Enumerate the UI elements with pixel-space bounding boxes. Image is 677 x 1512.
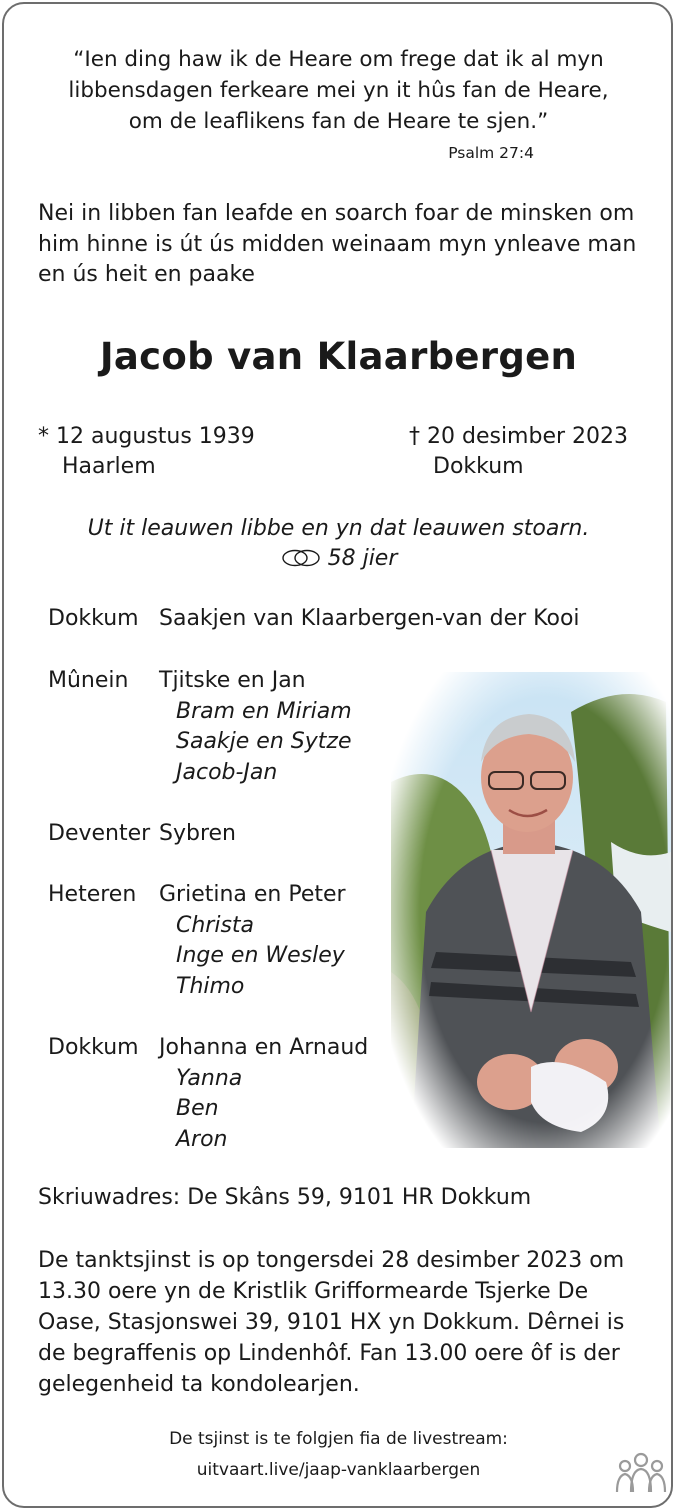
quote-line: om de leaflikens fan de Heare te sjen.” — [128, 109, 549, 134]
death-place: Dokkum — [433, 454, 524, 479]
family-name: Sybren — [159, 821, 236, 846]
bible-quote — [40, 44, 637, 137]
intro-line: Nei in libben fan leafde en soarch foar de minsken om — [38, 201, 635, 226]
service-line: de begraffenis op Lindenhôf. Fan 13.00 oere ôf is der — [38, 1341, 620, 1366]
family-group — [48, 880, 346, 1002]
grandchild: Inge en Wesley — [176, 943, 345, 968]
intro-text — [38, 199, 638, 291]
family-place: Mûnein — [48, 668, 129, 693]
death-info — [409, 422, 628, 482]
service-line: gelegenheid ta kondolearjen. — [38, 1372, 360, 1397]
service-line: De tanktsjinst is op tongersdei 28 desimber 2023 om — [38, 1248, 625, 1273]
birth-place: Haarlem — [62, 454, 156, 479]
intro-line: him hinne is út ús midden weinaam myn ynleave man — [38, 231, 637, 257]
livestream-info — [0, 1424, 677, 1486]
marriage-years: 58 jier — [327, 546, 398, 571]
family-place: Dokkum — [48, 1035, 139, 1060]
intro-line: en ús heit en paake — [38, 262, 255, 287]
family-name: Tjitske en Jan — [159, 668, 306, 693]
grandchild: Ben — [176, 1096, 219, 1121]
people-logo-icon — [615, 1452, 667, 1496]
grandchild: Saakje en Sytze — [176, 729, 352, 754]
grandchild: Thimo — [176, 973, 245, 999]
family-name: Johanna en Arnaud — [159, 1035, 369, 1060]
deceased-name: Jacob van Klaarbergen — [99, 335, 578, 378]
family-place: Deventer — [48, 821, 151, 846]
motto-text: Ut it leauwen libbe en yn dat leauwen stoarn. — [87, 516, 590, 541]
portrait-photo — [391, 672, 671, 1148]
family-line — [48, 1033, 368, 1064]
birth-info — [38, 422, 255, 482]
mailing-address: Skriuwadres: De Skâns 59, 9101 HR Dokkum — [38, 1185, 532, 1210]
family-group — [48, 666, 352, 788]
quote-line: “Ien ding haw ik de Heare om frege dat ik al myn — [73, 47, 604, 72]
family-name: Grietina en Peter — [159, 882, 346, 907]
death-date: † 20 desimber 2023 — [409, 424, 629, 449]
service-line: 13.30 oere yn de Kristlik Grifformearde Tsjerke De — [38, 1279, 589, 1304]
livestream-intro: De tsjinst is te folgjen fia de livestream: — [169, 1429, 508, 1449]
motto — [0, 514, 677, 574]
family-group — [48, 1033, 368, 1155]
quote-line: libbensdagen ferkeare mei yn it hûs fan de Heare, — [68, 78, 609, 103]
family-name: Saakjen van Klaarbergen-van der Kooi — [159, 606, 580, 631]
family-line — [48, 666, 352, 697]
family-group — [48, 819, 236, 850]
grandchild: Bram en Miriam — [176, 698, 352, 724]
service-details — [38, 1245, 640, 1400]
quote-source: Psalm 27:4 — [448, 144, 534, 162]
family-place: Dokkum — [48, 606, 139, 631]
grandchild: Aron — [176, 1126, 228, 1152]
grandchild: Yanna — [176, 1065, 243, 1091]
family-line — [48, 604, 580, 635]
family-line — [48, 819, 236, 850]
family-group — [48, 604, 580, 635]
grandchild: Jacob-Jan — [176, 759, 278, 785]
family-place: Heteren — [48, 882, 137, 907]
livestream-link[interactable]: uitvaart.live/jaap-vanklaarbergen — [196, 1460, 481, 1480]
marriage-line — [0, 544, 677, 574]
grandchild: Christa — [176, 912, 255, 938]
family-line — [48, 880, 346, 911]
wedding-rings-icon — [280, 548, 322, 568]
service-line: Oase, Stasjonswei 39, 9101 HX yn Dokkum. Dêrnei is — [38, 1310, 625, 1335]
birth-date: * 12 augustus 1939 — [38, 424, 255, 449]
